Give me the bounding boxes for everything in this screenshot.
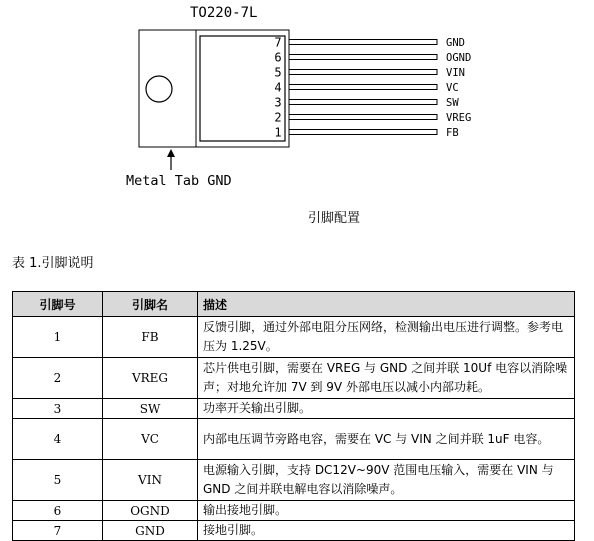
pin-name-label: FB bbox=[446, 127, 459, 139]
table-row bbox=[13, 419, 575, 460]
pin-description: 功率开关输出引脚。 bbox=[198, 399, 575, 419]
pin-lead bbox=[289, 70, 437, 75]
pin-number: 1 bbox=[13, 317, 103, 358]
header-pin-number: 引脚号 bbox=[13, 292, 103, 317]
pin-lead bbox=[289, 130, 437, 135]
pin-number: 5 bbox=[13, 460, 103, 501]
table-row bbox=[13, 399, 575, 419]
pin-name: VIN bbox=[103, 460, 198, 501]
mounting-hole bbox=[146, 76, 172, 102]
pin-lead bbox=[289, 85, 437, 90]
pin-name: VREG bbox=[103, 358, 198, 399]
pin-name: OGND bbox=[103, 501, 198, 521]
package-diagram bbox=[0, 0, 594, 200]
pin-number: 4 bbox=[13, 419, 103, 460]
tab-label: Metal Tab GND bbox=[126, 173, 232, 189]
pin-lead bbox=[289, 100, 437, 105]
pin-description: 内部电压调节旁路电容，需要在 VC 与 VIN 之间并联 1uF 电容。 bbox=[198, 419, 575, 460]
pin-name-label: SW bbox=[446, 97, 459, 109]
pin-number-label: 3 bbox=[274, 95, 282, 110]
pin-number: 6 bbox=[13, 501, 103, 521]
pin-name-label: VREG bbox=[446, 112, 472, 124]
pin-number: 7 bbox=[13, 521, 103, 541]
pin-description: 输出接地引脚。 bbox=[198, 501, 575, 521]
pin-number-label: 1 bbox=[274, 125, 282, 140]
table-row bbox=[13, 358, 575, 399]
pin-name-label: GND bbox=[446, 37, 465, 49]
pin-description: 接地引脚。 bbox=[198, 521, 575, 541]
pin-number-label: 2 bbox=[274, 110, 282, 125]
metal-tab bbox=[139, 30, 196, 147]
pin-number-label: 7 bbox=[274, 35, 282, 50]
pin-table bbox=[12, 291, 575, 541]
pin-name: SW bbox=[103, 399, 198, 419]
pin-number-label: 5 bbox=[274, 65, 282, 80]
table-row bbox=[13, 521, 575, 541]
pin-number: 3 bbox=[13, 399, 103, 419]
pin-lead bbox=[289, 40, 437, 45]
pin-description: 反馈引脚，通过外部电阻分压网络，检测输出电压进行调整。参考电压为 1.25V。 bbox=[198, 317, 575, 358]
tab-arrow-head bbox=[167, 149, 175, 157]
pin-lead bbox=[289, 115, 437, 120]
pin-name-label: VIN bbox=[446, 67, 465, 79]
diagram-caption: 引脚配置 bbox=[308, 211, 361, 226]
pin-name: VC bbox=[103, 419, 198, 460]
header-pin-name: 引脚名 bbox=[103, 292, 198, 317]
pin-description: 芯片供电引脚，需要在 VREG 与 GND 之间并联 10Uf 电容以消除噪声；对地允许加 7V 到 9V 外部电压以减小内部功耗。 bbox=[198, 358, 575, 399]
pin-name: FB bbox=[103, 317, 198, 358]
pin-name: GND bbox=[103, 521, 198, 541]
table-row bbox=[13, 501, 575, 521]
table-row bbox=[13, 317, 575, 358]
pin-description: 电源输入引脚，支持 DC12V~90V 范围电压输入，需要在 VIN 与 GND 之间并联电解电容以消除噪声。 bbox=[198, 460, 575, 501]
pin-name-label: OGND bbox=[446, 52, 472, 64]
table-title: 表 1.引脚说明 bbox=[12, 256, 94, 271]
package-body-inner bbox=[200, 36, 285, 141]
pin-name-label: VC bbox=[446, 82, 459, 94]
pin-lead bbox=[289, 55, 437, 60]
package-name: TO220-7L bbox=[190, 5, 258, 21]
pin-number-label: 6 bbox=[274, 50, 282, 65]
table-header-row bbox=[13, 292, 575, 317]
pin-number: 2 bbox=[13, 358, 103, 399]
pin-number-label: 4 bbox=[274, 80, 282, 95]
header-description: 描述 bbox=[198, 292, 575, 317]
table-row bbox=[13, 460, 575, 501]
